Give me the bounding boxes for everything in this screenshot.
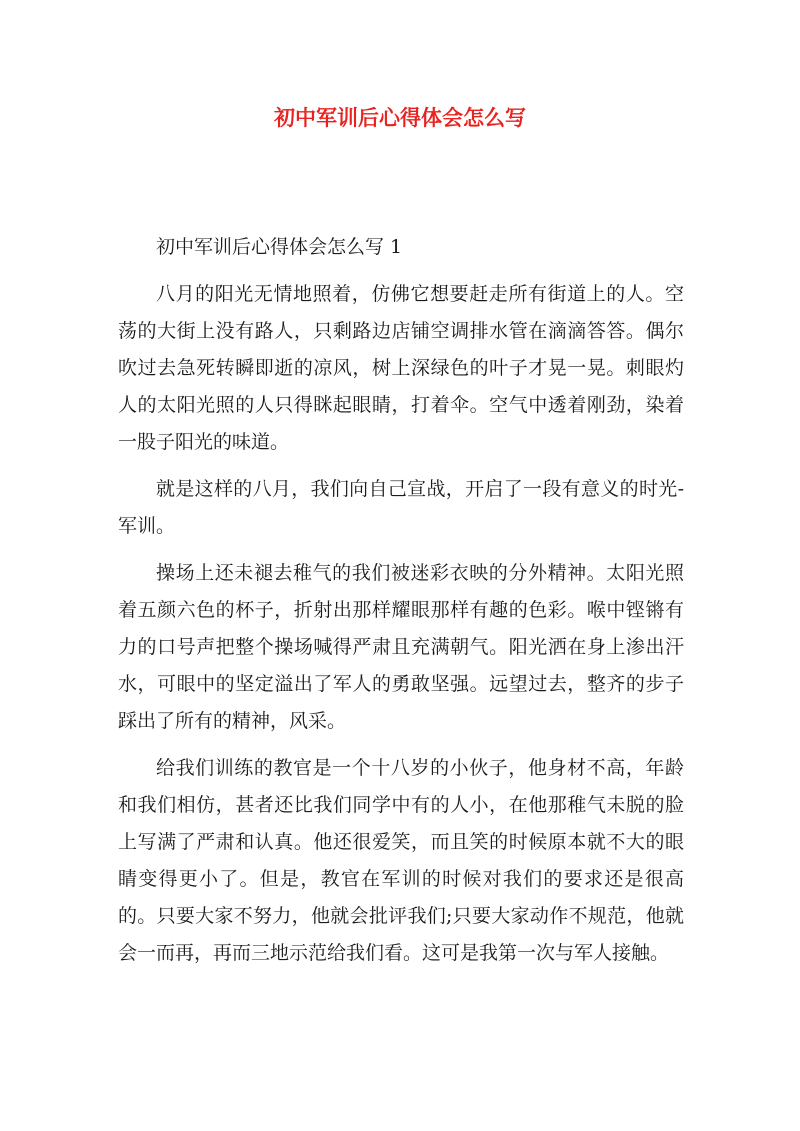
body-paragraph-4: 给我们训练的教官是一个十八岁的小伙子，他身材不高，年龄和我们相仿，甚者还比我们同学中有的人小，在他那稚气未脱的脸上写满了严肃和认真。他还很爱笑，而且笑的时候原本就不大的眼睛变得更小了。但是，教官在军训的时候对我们的要求还是很高的。只要大家不努力，他就会批评我们;只要大家动作不规范，他就会一而再，再而三地示范给我们看。这可是我第一次与军人接触。 — [118, 757, 684, 964]
document-body — [118, 229, 684, 982]
body-paragraph-1: 八月的阳光无情地照着，仿佛它想要赶走所有街道上的人。空荡的大街上没有路人，只剩路边店铺空调排水管在滴滴答答。偶尔吹过去急死转瞬即逝的凉风，树上深绿色的叶子才晃一晃。刺眼灼人的太阳光照的人只得眯起眼睛，打着伞。空气中透着刚劲，染着一股子阳光的味道。 — [118, 283, 684, 453]
body-paragraph-2: 就是这样的八月，我们向自己宣战，开启了一段有意义的时光-军训。 — [118, 478, 684, 537]
document-title: 初中军训后心得体会怎么写 — [274, 105, 526, 130]
body-paragraph-3: 操场上还未褪去稚气的我们被迷彩衣映的分外精神。太阳光照着五颜六色的杯子，折射出那样耀眼那样有趣的色彩。喉中铿锵有力的口号声把整个操场喊得严肃且充满朝气。阳光洒在身上渗出汗水，可眼中的坚定溢出了军人的勇敢坚强。远望过去，整齐的步子踩出了所有的精神，风采。 — [118, 562, 684, 732]
section-heading: 初中军训后心得体会怎么写 1 — [156, 236, 403, 258]
